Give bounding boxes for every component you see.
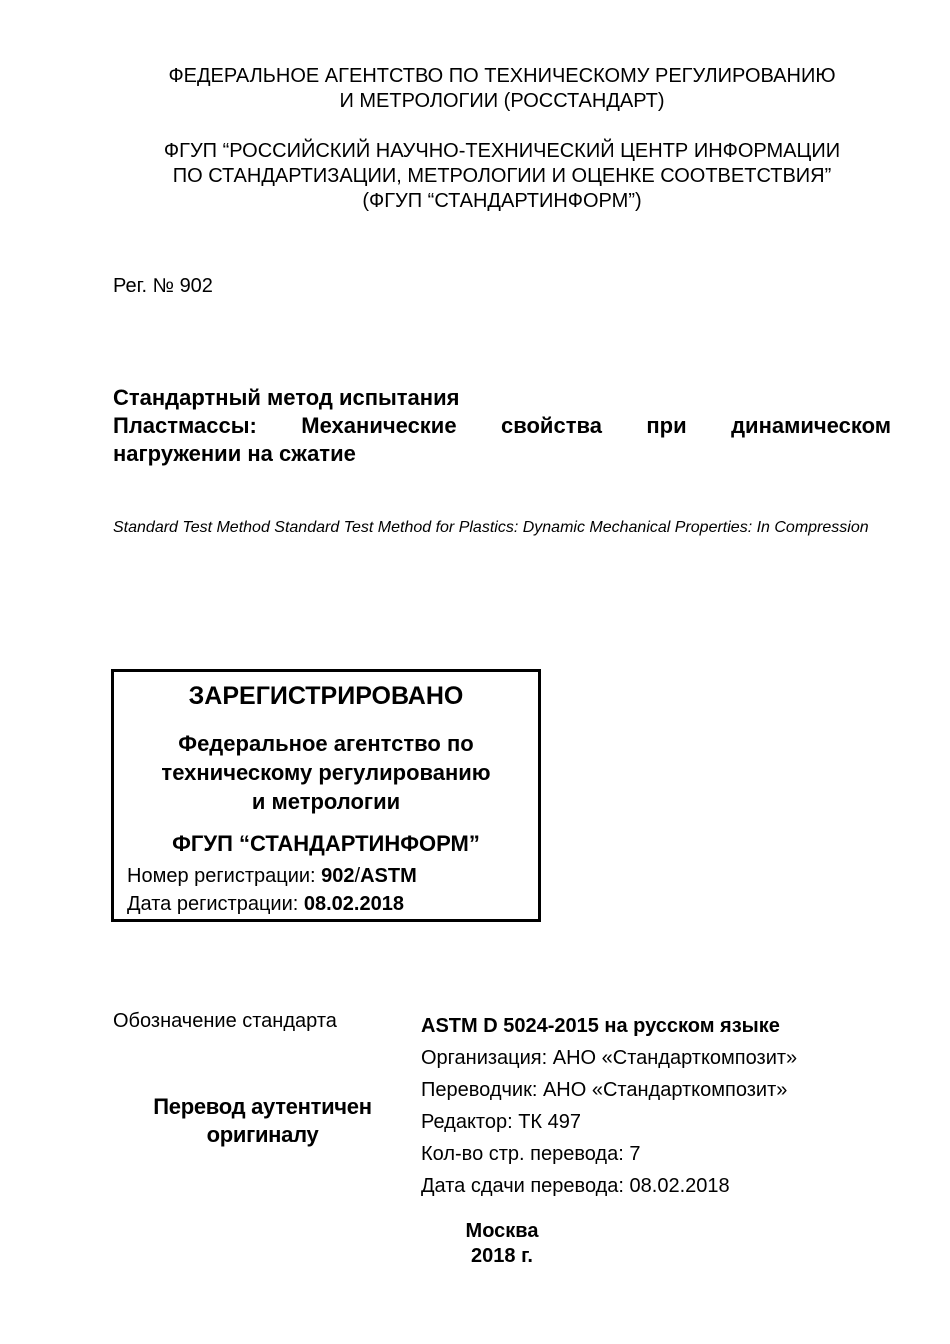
stamp-heading: ЗАРЕГИСТРИРОВАНО: [188, 682, 464, 710]
title-line-3: нагружении на сжатие: [113, 441, 356, 466]
stamp-reg-date-value: 08.02.2018: [303, 893, 404, 915]
stamp-agency-line-2: техническому регулированию: [161, 760, 491, 785]
stamp-agency-line-1: Федеральное агентство по: [178, 731, 474, 756]
agency-line-1: ФЕДЕРАЛЬНОЕ АГЕНТСТВО ПО ТЕХНИЧЕСКОМУ РЕГУЛИРОВАНИЮ: [168, 65, 836, 87]
stamp-agency-line-3: и метрологии: [251, 789, 401, 814]
organization-header: [0, 139, 950, 214]
agency-header: [0, 64, 950, 114]
standard-designation: ASTM D 5024-2015 на русском языке: [421, 1015, 780, 1037]
footer: [402, 1219, 602, 1269]
authenticity-note: [140, 1093, 385, 1149]
authenticity-line-1: Перевод аутентичен: [153, 1094, 372, 1119]
stamp-reg-date-label: Дата регистрации:: [127, 893, 304, 915]
stamp-reg-number-suffix: ASTM: [360, 865, 417, 887]
editor-detail: Редактор: ТК 497: [421, 1111, 581, 1133]
footer-year: 2018 г.: [471, 1245, 533, 1267]
stamp-registration-number: [127, 863, 417, 889]
stamp-agency: [114, 729, 538, 816]
page-count-detail: Кол-во стр. перевода: 7: [421, 1143, 641, 1165]
stamp-organization: ФГУП “СТАНДАРТИНФОРМ”: [172, 831, 480, 856]
stamp-registration-date: [127, 891, 404, 917]
organization-line-1: ФГУП “РОССИЙСКИЙ НАУЧНО-ТЕХНИЧЕСКИЙ ЦЕНТР ИНФОРМАЦИИ: [163, 140, 841, 162]
submission-date-detail: Дата сдачи перевода: 08.02.2018: [421, 1175, 730, 1197]
stamp-reg-number-separator: /: [354, 865, 361, 887]
designation-label: Обозначение стандарта: [113, 1010, 337, 1032]
registration-number: Рег. № 902: [113, 275, 213, 297]
title-line-2: Пластмассы: Механические свойства при динамическом: [113, 413, 891, 438]
title-line-1: Стандартный метод испытания: [113, 385, 460, 410]
organization-detail: Организация: АНО «Стандарткомпозит»: [421, 1047, 798, 1069]
organization-line-2: ПО СТАНДАРТИЗАЦИИ, МЕТРОЛОГИИ И ОЦЕНКЕ СООТВЕТСТВИЯ”: [172, 165, 832, 187]
english-title: Standard Test Method Standard Test Method for Plastics: Dynamic Mechanical Properties: In Compression: [113, 519, 869, 536]
organization-line-3: (ФГУП “СТАНДАРТИНФОРМ”): [362, 190, 642, 212]
authenticity-line-2: оригиналу: [206, 1122, 319, 1147]
registration-stamp: [111, 669, 541, 922]
document-title: [113, 384, 891, 468]
translation-details: [421, 1010, 797, 1202]
stamp-reg-number-label: Номер регистрации:: [127, 865, 322, 887]
footer-city: Москва: [465, 1220, 539, 1242]
agency-line-2: И МЕТРОЛОГИИ (РОССТАНДАРТ): [339, 90, 665, 112]
translator-detail: Переводчик: АНО «Стандарткомпозит»: [421, 1079, 788, 1101]
stamp-reg-number-value: 902: [321, 865, 355, 887]
